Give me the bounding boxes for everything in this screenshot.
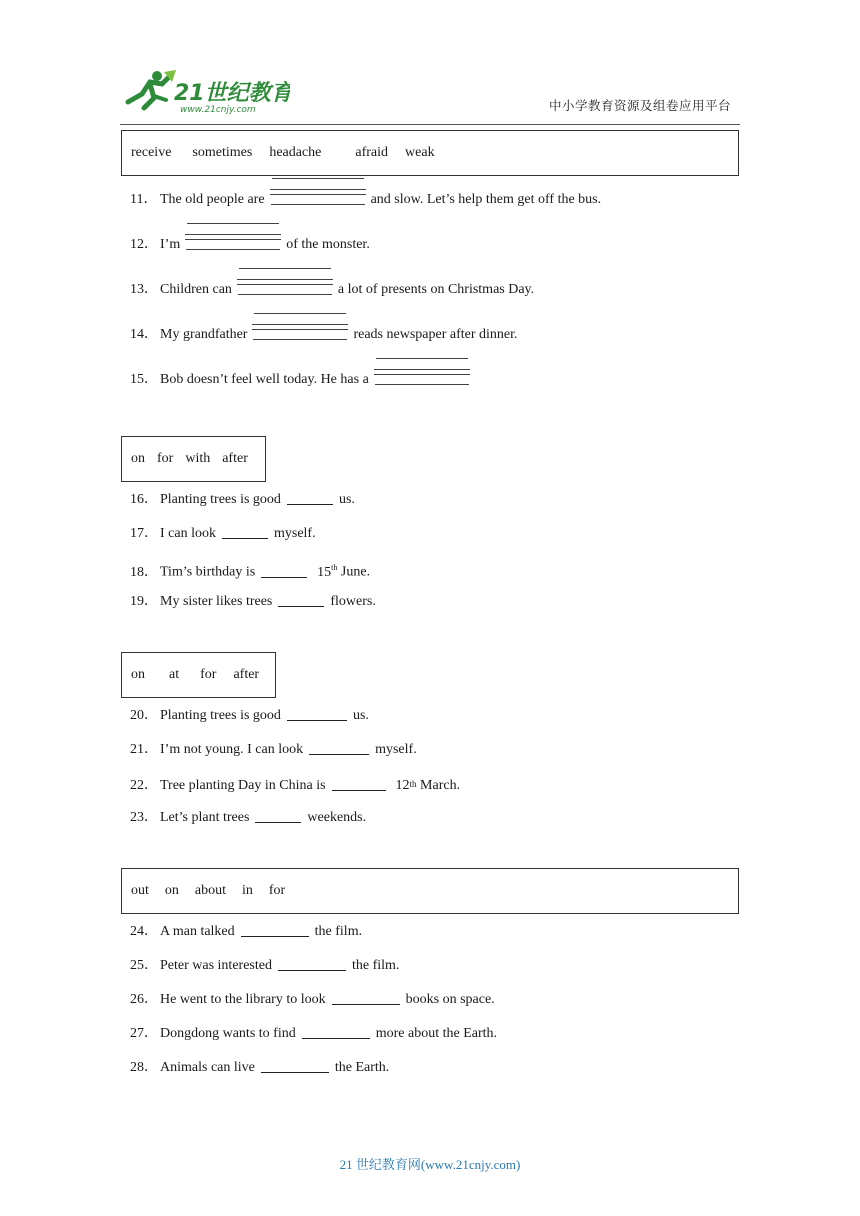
logo-url: www.21cnjy.com	[180, 105, 256, 115]
answer-blank[interactable]	[270, 190, 366, 210]
word-bank-4	[121, 868, 739, 914]
word-bank-3	[121, 652, 276, 698]
question-21: 21． I’m not young. I can look myself.	[130, 740, 417, 760]
word-bank-word: sometimes	[192, 145, 253, 160]
word-bank-word: on	[164, 883, 179, 898]
question-number: 25．	[130, 958, 158, 973]
word-bank-word: on	[131, 451, 145, 466]
word-bank-word: on	[131, 667, 145, 682]
platform-title: 中小学教育资源及组卷应用平台	[549, 98, 732, 113]
question-18: 18． Tim’s birthday is 15th June.	[130, 558, 370, 583]
word-bank-word: receive	[131, 145, 172, 160]
question-26: 26． He went to the library to look books on space.	[130, 990, 495, 1010]
answer-blank[interactable]	[287, 490, 333, 505]
answer-blank[interactable]	[241, 922, 309, 937]
word-bank-word: in	[242, 883, 253, 898]
question-number: 22．	[130, 778, 158, 793]
answer-blank[interactable]	[255, 808, 301, 823]
question-15: 15． Bob doesn’t feel well today. He has a	[130, 370, 475, 390]
word-bank-word: headache	[269, 145, 322, 160]
question-17: 17． I can look myself.	[130, 524, 316, 544]
answer-blank[interactable]	[278, 956, 346, 971]
question-27: 27． Dongdong wants to find more about the Earth.	[130, 1024, 497, 1044]
answer-blank[interactable]	[374, 370, 470, 390]
question-23: 23． Let’s plant trees weekends.	[130, 808, 366, 828]
question-number: 23．	[130, 810, 158, 825]
question-20: 20． Planting trees is good us.	[130, 706, 369, 726]
answer-blank[interactable]	[332, 990, 400, 1005]
word-bank-word: after	[222, 451, 248, 466]
question-number: 15．	[130, 372, 158, 388]
header-divider	[120, 124, 740, 125]
question-13: 13． Children can a lot of presents on Christmas Day.	[130, 280, 534, 300]
site-logo	[120, 68, 290, 116]
question-number: 27．	[130, 1026, 158, 1041]
question-number: 17．	[130, 526, 158, 541]
word-bank-word: after	[233, 667, 260, 682]
answer-blank[interactable]	[185, 235, 281, 255]
word-bank-word: for	[200, 667, 217, 682]
question-number: 13．	[130, 282, 158, 298]
question-number: 21．	[130, 742, 158, 757]
answer-blank[interactable]	[278, 592, 324, 607]
word-bank-word: about	[194, 883, 226, 898]
answer-blank[interactable]	[261, 1058, 329, 1073]
question-number: 26．	[130, 992, 158, 1007]
answer-blank[interactable]	[302, 1024, 370, 1039]
question-number: 20．	[130, 708, 158, 723]
question-number: 14．	[130, 327, 158, 343]
question-number: 28．	[130, 1060, 158, 1075]
question-24: 24． A man talked the film.	[130, 922, 362, 942]
logo-wordmark: 21世纪教育	[174, 81, 290, 106]
word-bank-word: with	[185, 451, 211, 466]
word-bank-word: out	[131, 883, 149, 898]
question-25: 25． Peter was interested the film.	[130, 956, 399, 976]
question-22: 22． Tree planting Day in China is 12th March.	[130, 774, 460, 796]
question-number: 16．	[130, 492, 158, 507]
word-bank-word: at	[169, 667, 180, 682]
question-19: 19． My sister likes trees flowers.	[130, 592, 376, 612]
runner-icon	[128, 70, 176, 108]
question-number: 18．	[130, 564, 158, 580]
answer-blank[interactable]	[222, 524, 268, 539]
question-number: 12．	[130, 237, 158, 253]
question-number: 19．	[130, 594, 158, 609]
word-bank-word: for	[157, 451, 174, 466]
word-bank-word: for	[268, 883, 286, 898]
question-12: 12． I’m of the monster.	[130, 235, 370, 255]
answer-blank[interactable]	[237, 280, 333, 300]
question-14: 14． My grandfather reads newspaper after dinner.	[130, 325, 518, 345]
word-bank-word: weak	[405, 145, 435, 160]
question-11: 11． The old people are and slow. Let’s help them get off the bus.	[130, 190, 601, 210]
answer-blank[interactable]	[332, 776, 386, 791]
question-28: 28． Animals can live the Earth.	[130, 1058, 389, 1078]
question-number: 24．	[130, 924, 158, 939]
word-bank-1	[121, 130, 739, 176]
word-bank-word: afraid	[355, 145, 389, 160]
question-16: 16． Planting trees is good us.	[130, 490, 355, 510]
footer-link[interactable]: 21 世纪教育网(www.21cnjy.com)	[339, 1157, 521, 1172]
answer-blank[interactable]	[261, 563, 307, 578]
answer-blank[interactable]	[309, 740, 369, 755]
question-number: 11．	[130, 192, 158, 208]
answer-blank[interactable]	[252, 325, 348, 345]
answer-blank[interactable]	[287, 706, 347, 721]
word-bank-2	[121, 436, 266, 482]
